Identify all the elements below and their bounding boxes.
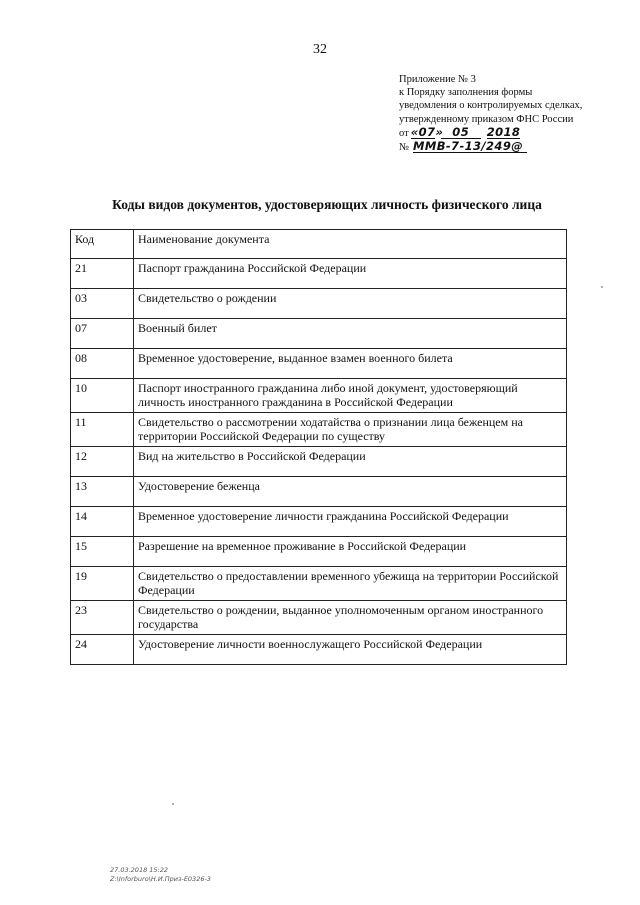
table-row	[71, 413, 567, 447]
appendix-line: к Порядку заполнения формы	[399, 87, 533, 99]
appendix-date-line	[399, 126, 629, 140]
row-code: 10	[71, 379, 134, 413]
table-row	[71, 289, 567, 319]
row-name: Свидетельство о рассмотрении ходатайства о признании лица беженцем на территории Российской Федерации по существу	[134, 413, 567, 447]
table-header-row	[71, 230, 567, 259]
row-code: 11	[71, 413, 134, 447]
row-code: 23	[71, 601, 134, 635]
appendix-number-line	[399, 140, 629, 154]
document-title: Коды видов документов, удостоверяющих личность физического лица	[112, 197, 542, 212]
header-code: Код	[71, 230, 134, 259]
scan-speck	[601, 286, 603, 288]
table-row	[71, 447, 567, 477]
row-name: Паспорт иностранного гражданина либо иной документ, удостоверяющий личность иностранного гражданина в Российской Федерации	[134, 379, 567, 413]
row-code: 13	[71, 477, 134, 507]
footer-filepath: Z:\Inforburo\Н.И.Приз-Е0326-3	[110, 875, 211, 883]
row-name: Удостоверение личности военнослужащего Российской Федерации	[134, 635, 567, 665]
date-prefix: от	[399, 127, 409, 139]
row-code: 24	[71, 635, 134, 665]
row-code: 19	[71, 567, 134, 601]
row-name: Разрешение на временное проживание в Российской Федерации	[134, 537, 567, 567]
row-code: 03	[71, 289, 134, 319]
row-code: 07	[71, 319, 134, 349]
row-name: Временное удостоверение, выданное взамен военного билета	[134, 349, 567, 379]
footer-timestamp: 27.03.2018 15:22	[110, 866, 169, 874]
table-row	[71, 349, 567, 379]
number-prefix: №	[399, 142, 410, 154]
header-name: Наименование документа	[134, 230, 567, 259]
table-row	[71, 635, 567, 665]
document-codes-table	[70, 229, 567, 665]
appendix-line: утвержденному приказом ФНС России	[399, 113, 574, 125]
table-row	[71, 259, 567, 289]
appendix-line: уведомления о контролируемых сделках,	[399, 100, 583, 112]
page-number: 32	[313, 42, 327, 57]
table-row	[71, 601, 567, 635]
handwritten-order-number: ММВ-7-13/249@	[413, 140, 527, 153]
table-row	[71, 537, 567, 567]
row-name: Свидетельство о рождении	[134, 289, 567, 319]
row-name: Свидетельство о рождении, выданное уполномоченным органом иностранного государства	[134, 601, 567, 635]
table-row	[71, 567, 567, 601]
appendix-header	[399, 73, 629, 154]
row-name: Удостоверение беженца	[134, 477, 567, 507]
row-code: 12	[71, 447, 134, 477]
scan-speck	[172, 803, 174, 805]
table-row	[71, 507, 567, 537]
row-code: 08	[71, 349, 134, 379]
row-name: Свидетельство о предоставлении временного убежища на территории Российской Федерации	[134, 567, 567, 601]
row-name: Военный билет	[134, 319, 567, 349]
row-code: 14	[71, 507, 134, 537]
table-row	[71, 477, 567, 507]
handwritten-year: 2018	[486, 124, 521, 139]
row-code: 15	[71, 537, 134, 567]
handwritten-day: «07»	[410, 124, 444, 139]
handwritten-month: 05	[441, 126, 481, 139]
row-code: 21	[71, 259, 134, 289]
appendix-line: Приложение № 3	[399, 74, 476, 85]
row-name: Временное удостоверение личности гражданина Российской Федерации	[134, 507, 567, 537]
row-name: Паспорт гражданина Российской Федерации	[134, 259, 567, 289]
file-stamp-footer	[110, 866, 211, 884]
table-row	[71, 379, 567, 413]
row-name: Вид на жительство в Российской Федерации	[134, 447, 567, 477]
table-row	[71, 319, 567, 349]
